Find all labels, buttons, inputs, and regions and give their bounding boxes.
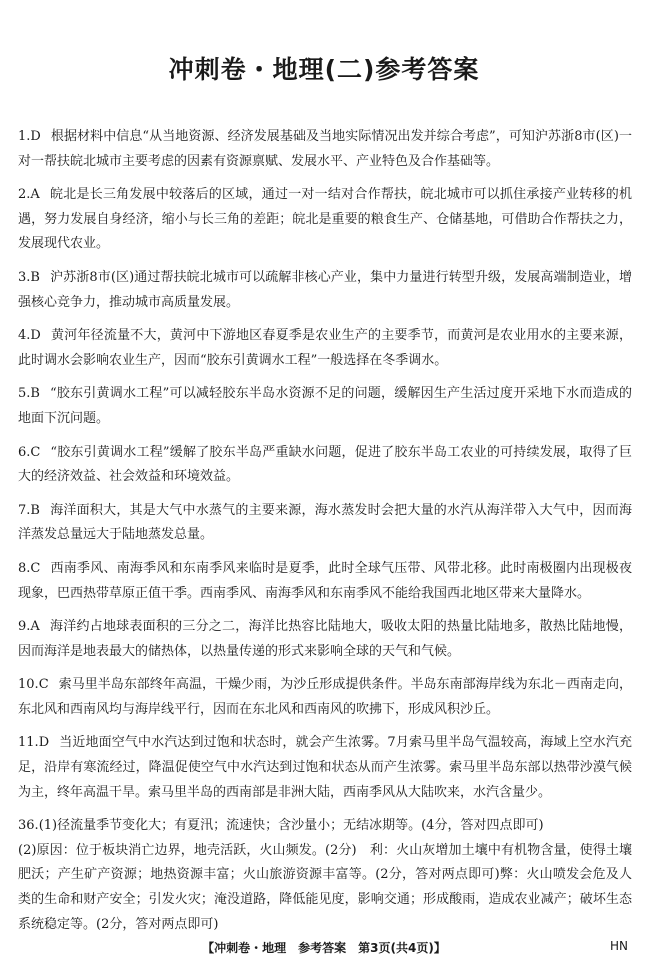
explanation-text: 根据材料中信息“从当地资源、经济发展基础及当地实际情况出发并综合考虑”，可知沪苏浙8市(区)一对一帮扶皖北城市主要考虑的因素有资源禀赋、发展水平、产业特色及合作基础等。	[18, 129, 632, 169]
answer-item	[18, 731, 632, 805]
answer-item-36-part2	[18, 839, 632, 937]
answer-choice: C	[30, 444, 41, 460]
answer-item	[18, 125, 632, 174]
explanation-text: “胶东引黄调水工程”缓解了胶东半岛严重缺水问题，促进了胶东半岛工农业的可持续发展，取得了巨大的经济效益、社会效益和环境效益。	[18, 444, 632, 485]
question-number: 7.	[18, 502, 31, 518]
answer-choice: D	[38, 735, 50, 751]
question-number: 3.	[18, 269, 31, 285]
question-number: 9.	[18, 619, 31, 635]
answer-choice: D	[30, 129, 41, 144]
question-number: 36.	[18, 818, 39, 834]
explanation-text: 黄河年径流量不大，黄河中下游地区春夏季是农业生产的主要季节，而黄河是农业用水的主要来源，此时调水会影响农业生产，因而“胶东引黄调水工程”一般选择在冬季调水。	[18, 328, 632, 368]
answer-item	[18, 615, 632, 664]
question-number: 11.	[18, 735, 39, 751]
answer-item	[18, 324, 632, 373]
question-number: 6.	[18, 444, 31, 460]
answer-item	[18, 441, 632, 490]
explanation-text: 西南季风、南海季风和东南季风来临时是夏季，此时全球气压带、风带北移。此时南极圈内出现极夜现象，巴西热带草原正值干季。西南季风、南海季风和东南季风不能给我国西北地区带来大量降水。	[18, 560, 632, 601]
answer-item	[18, 382, 632, 431]
answer-choice: B	[30, 502, 40, 518]
page-footer	[0, 939, 648, 956]
question-number: 1.	[18, 129, 31, 144]
question-number: 5.	[18, 386, 31, 402]
explanation-text: 海洋面积大，其是大气中水蒸气的主要来源，海水蒸发时会把大量的水汽从海洋带入大气中，因而海洋蒸发总量远大于陆地蒸发总量。	[18, 502, 632, 543]
footer-label: 【冲刺卷・地理 参考答案 第3页(共4页)】	[202, 941, 446, 955]
footer-code: HN	[610, 939, 628, 953]
explanation-text: 索马里半岛东部终年高温，干燥少雨，为沙丘形成提供条件。半岛东南部海岸线为东北－西南走向，东北风和西南风均与海岸线平行，因而在东北风和西南风的吹拂下，形成风积沙丘。	[18, 677, 632, 717]
question-number: 4.	[18, 328, 31, 344]
explanation-text: 沪苏浙8市(区)通过帮扶皖北城市可以疏解非核心产业，集中力量进行转型升级，发展高端制造业，增强核心竞争力，推动城市高质量发展。	[18, 269, 632, 310]
explanation-text: 皖北是长三角发展中较落后的区域，通过一对一结对合作帮扶，皖北城市可以抓住承接产业转移的机遇，努力发展自身经济，缩小与长三角的差距；皖北是重要的粮食生产、仓储基地，可借助合作帮扶之力，发展现代农业。	[18, 187, 632, 252]
answer-choice: B	[30, 386, 40, 402]
answer-item	[18, 673, 632, 722]
answer-item	[18, 183, 632, 257]
answer-item-36-part1	[18, 814, 632, 839]
answer-choice: B	[30, 269, 40, 285]
question-number: 10.	[18, 677, 39, 693]
question-number: 2.	[18, 187, 31, 203]
answer-choice: A	[30, 619, 40, 635]
page-title: 冲刺卷・地理(二)参考答案	[168, 55, 480, 84]
answer-item	[18, 557, 632, 606]
answer-choice: C	[38, 677, 49, 693]
answer-choice: D	[30, 328, 41, 344]
answer-choice: C	[30, 560, 41, 576]
explanation-text: 海洋约占地球表面积的三分之二，海洋比热容比陆地大，吸收太阳的热量比陆地多，散热比陆地慢，因而海洋是地表最大的储热体，以热量传递的形式来影响全球的天气和气候。	[18, 619, 632, 659]
answer-item	[18, 499, 632, 548]
explanation-text: “胶东引黄调水工程”可以减轻胶东半岛水资源不足的问题，缓解因生产生活过度开采地下水而造成的地面下沉问题。	[18, 386, 632, 426]
answer-choice: A	[30, 187, 40, 203]
question-number: 8.	[18, 560, 31, 576]
answer-item	[18, 266, 632, 315]
answer-list	[18, 125, 632, 937]
explanation-text: (2)原因：位于板块消亡边界，地壳活跃，火山频发。(2分) 利：火山灰增加土壤中有机物含量，使得土壤肥沃；产生矿产资源；地热资源丰富；火山旅游资源丰富等。(2分，答对两点即可)弊：火山喷发会危及人类的生命和财产安全；引发火灾；淹没道路，降低能见度，影响交通；形成酸雨，造成农业减产；破坏生态系统稳定等。(2分，答对两点即可)	[18, 842, 632, 932]
explanation-text: 当近地面空气中水汽达到过饱和状态时，就会产生浓雾。7月索马里半岛气温较高，海域上空水汽充足，沿岸有寒流经过，降温促使空气中水汽达到过饱和状态从而产生浓雾。索马里半岛东部以热带沙漠气候为主，终年高温干旱。索马里半岛的西南部是非洲大陆，西南季风从大陆吹来，水汽含量少。	[18, 735, 632, 800]
explanation-text: (1)径流量季节变化大；有夏汛；流速快；含沙量小；无结冰期等。(4分，答对四点即可)	[38, 818, 544, 834]
